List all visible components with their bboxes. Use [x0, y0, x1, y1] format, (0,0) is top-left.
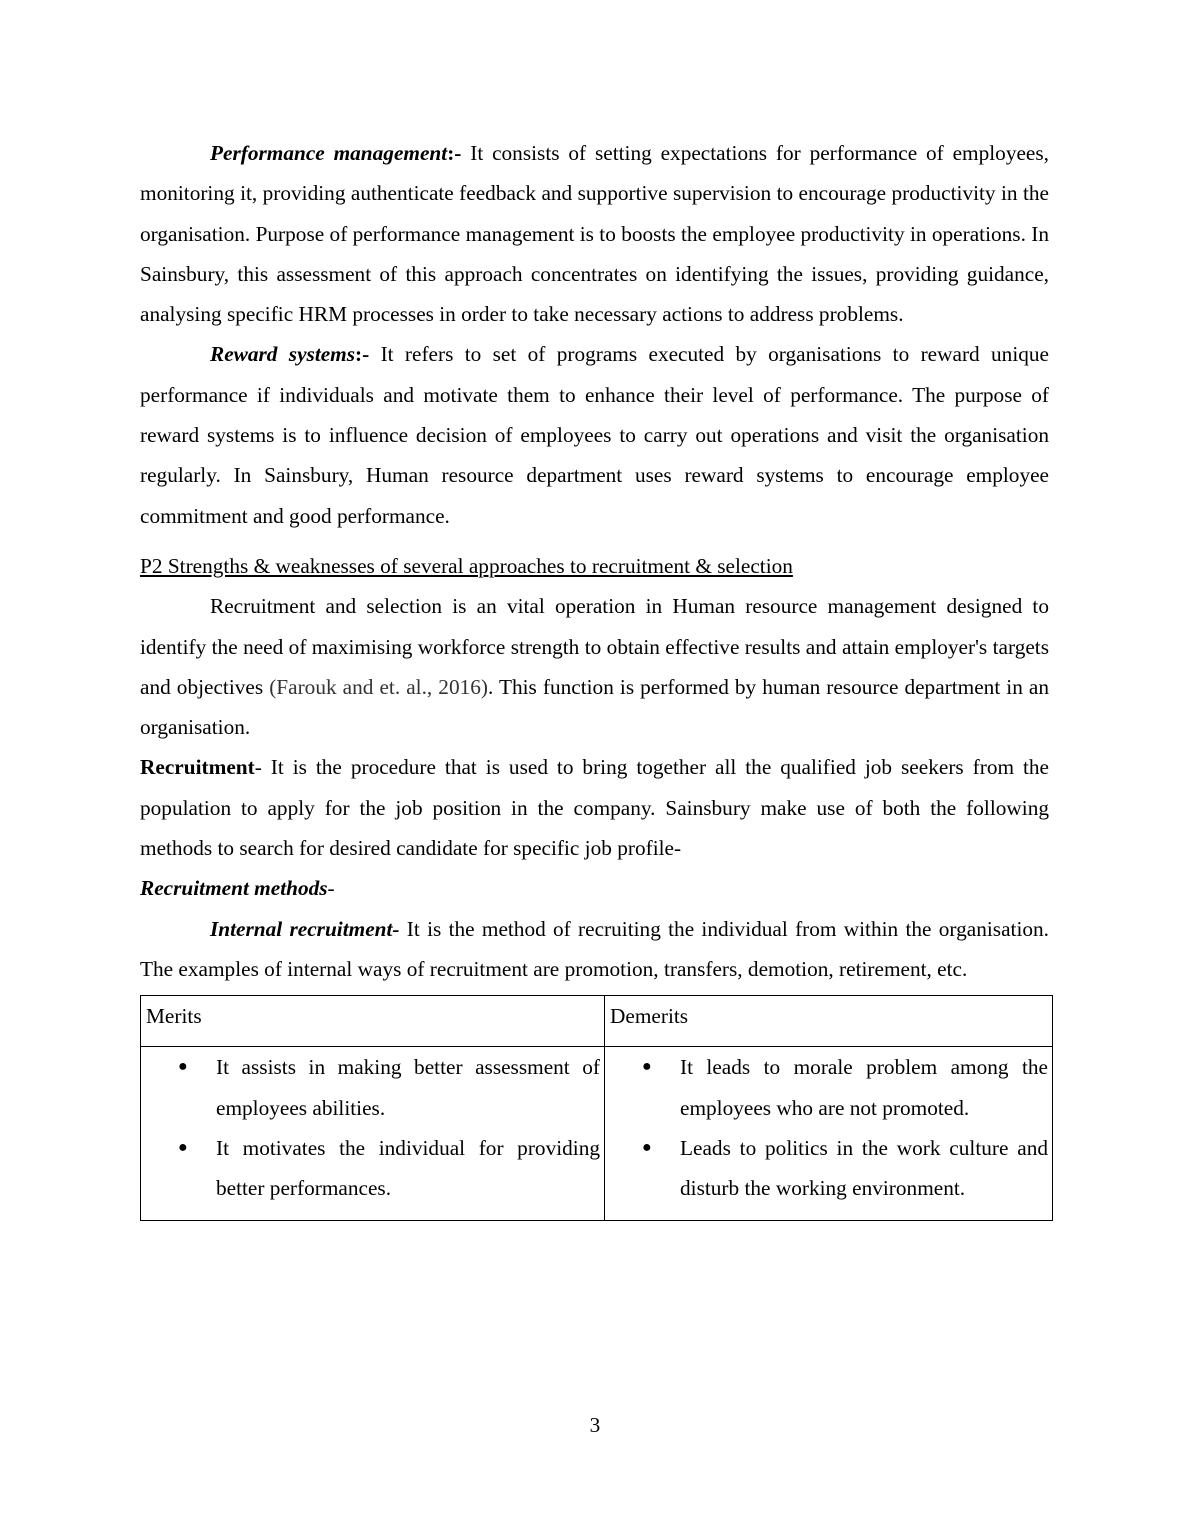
- performance-management-body: It consists of setting expectations for performance of employees, monitoring it, providing authenticate feedback and supportive supervision to encourage productivity in the organisation. Purpose of performance management is to boosts the employee productivity in operations. In Sainsbury, this assessment of this approach concentrates on identifying the issues, providing guidance, analysing specific HRM processes in order to take necessary actions to address problems.: [140, 141, 1049, 327]
- recruitment-intro-text: Recruitment and selection is an vital operation in Human resource management designed to identify the need of maximising workforce strength to obtain effective results and attain employer's targets and objectives: [140, 594, 1049, 699]
- merit-text: It assists in making better assessment of employees abilities.: [216, 1055, 600, 1120]
- document-page: [140, 133, 1049, 1221]
- merits-list: [141, 1047, 600, 1208]
- reward-systems-paragraph: [140, 334, 1049, 535]
- performance-management-term: Performance management: [210, 141, 448, 165]
- demerit-text: Leads to politics in the work culture and disturb the working environment.: [680, 1135, 1048, 1201]
- demerits-header: Demerits: [605, 996, 1053, 1047]
- recruitment-intro-paragraph: [140, 586, 1049, 747]
- bullet-icon: ●: [642, 1138, 652, 1156]
- recruitment-body: - It is the procedure that is used to bring together all the qualified job seekers from the population to apply for the job position in the company. Sainsbury make use of both the following methods to search for desired candidate for specific job profile-: [140, 755, 1049, 861]
- demerit-text: It leads to morale problem among the employees who are not promoted.: [680, 1055, 1048, 1120]
- performance-management-paragraph: [140, 133, 1049, 334]
- demerits-list: [605, 1047, 1048, 1208]
- reward-systems-body: It refers to set of programs executed by organisations to reward unique performance if individuals and motivate them to enhance their level of performance. The purpose of reward systems is to influence decision of employees to carry out operations and visit the organisation regularly. In Sainsbury, Human resource department uses reward systems to encourage employee commitment and good performance.: [140, 342, 1049, 528]
- merit-text: It motivates the individual for providing better performances.: [216, 1135, 600, 1201]
- recruitment-term: Recruitment: [140, 755, 255, 780]
- merits-demerits-table: [140, 995, 1053, 1221]
- bullet-icon: ●: [178, 1058, 188, 1076]
- table-row: [141, 1047, 1053, 1221]
- section-heading-p2: P2 Strengths & weaknesses of several approaches to recruitment & selection: [140, 553, 793, 578]
- recruitment-paragraph: [140, 747, 1049, 868]
- recruitment-methods-tail: -: [327, 876, 335, 901]
- term-separator: :-: [355, 342, 370, 367]
- demerits-cell: [605, 1047, 1053, 1221]
- bullet-icon: ●: [642, 1058, 652, 1076]
- list-item: [141, 1128, 600, 1209]
- bullet-icon: ●: [178, 1138, 188, 1156]
- page-number: 3: [589, 1413, 601, 1437]
- internal-recruitment-term: Internal recruitment-: [210, 916, 400, 941]
- term-separator: :-: [447, 141, 462, 165]
- internal-recruitment-paragraph: [140, 909, 1049, 990]
- table-header-row: [141, 996, 1053, 1047]
- list-item: [141, 1047, 600, 1128]
- list-item: [605, 1128, 1048, 1209]
- recruitment-intro-text-end: . This function is performed by human resource department in an organisation.: [140, 674, 1050, 740]
- internal-recruitment-body: It is the method of recruiting the individual from within the organisation. The examples of internal ways of recruitment are promotion, transfers, demotion, retirement, etc.: [140, 916, 1049, 981]
- citation: (Farouk and et. al., 2016): [269, 674, 488, 699]
- list-item: [605, 1047, 1048, 1128]
- merits-cell: [141, 1047, 605, 1221]
- merits-header: Merits: [141, 996, 605, 1047]
- reward-systems-term: Reward systems: [210, 342, 356, 367]
- recruitment-methods-term: Recruitment methods: [140, 876, 328, 901]
- recruitment-methods-label: [140, 868, 1049, 908]
